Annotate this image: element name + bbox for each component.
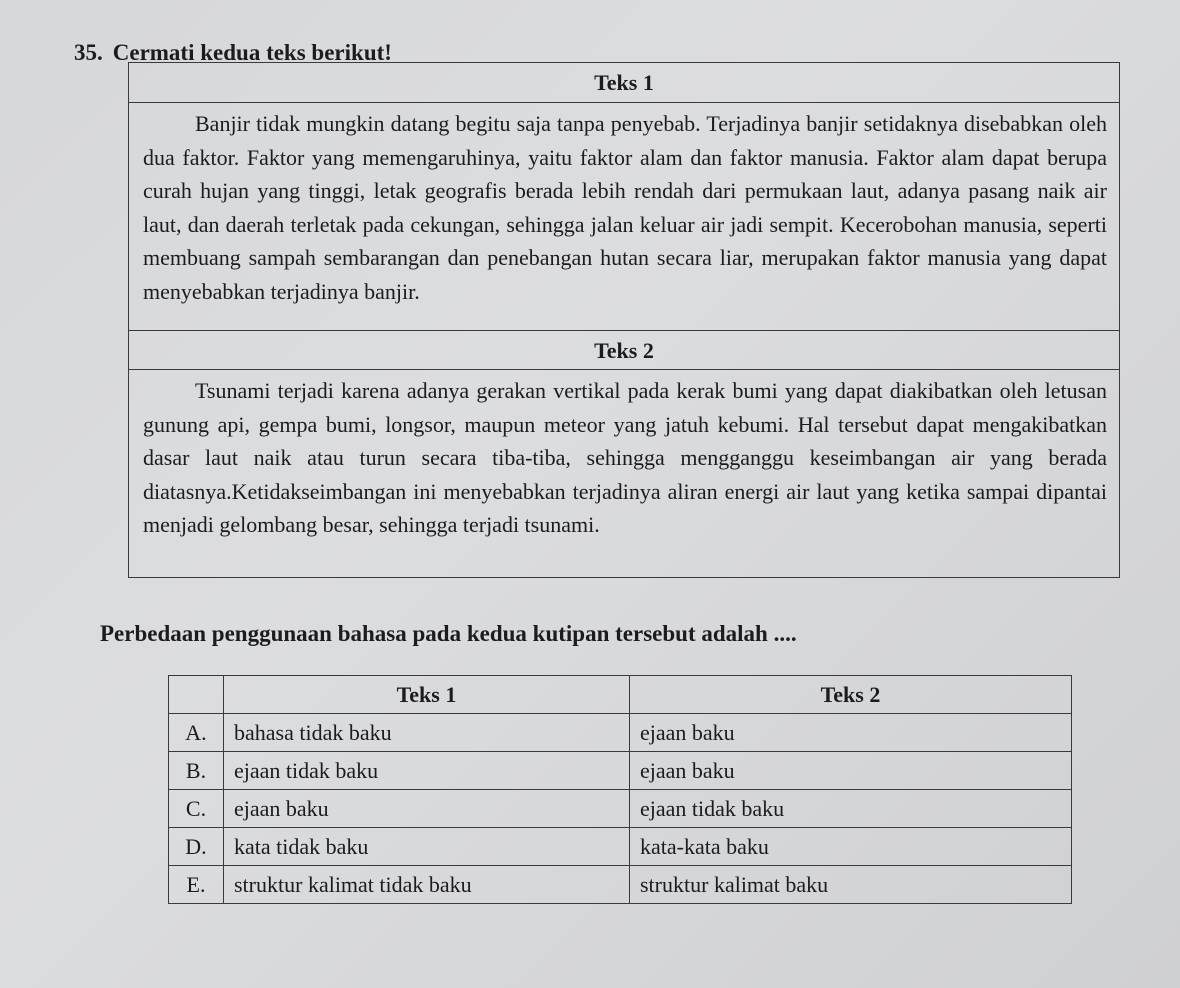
answer-option-d[interactable] — [169, 828, 1072, 866]
option-teks1: ejaan tidak baku — [224, 752, 630, 790]
text1-title: Teks 1 — [129, 63, 1119, 103]
answer-options-table — [168, 675, 1072, 904]
answer-table-corner — [169, 676, 224, 714]
option-teks2: ejaan baku — [630, 714, 1072, 752]
option-teks1: struktur kalimat tidak baku — [224, 866, 630, 904]
answer-option-b[interactable] — [169, 752, 1072, 790]
question-instruction: Cermati kedua teks berikut! — [112, 40, 392, 65]
option-teks2: kata-kata baku — [630, 828, 1072, 866]
option-letter: B. — [169, 752, 224, 790]
answer-table-header-teks2: Teks 2 — [630, 676, 1072, 714]
text2-title: Teks 2 — [129, 330, 1119, 370]
question-number: 35. — [74, 40, 103, 65]
reading-texts-box — [128, 62, 1120, 578]
question-prompt: Perbedaan penggunaan bahasa pada kedua kutipan tersebut adalah .... — [100, 621, 797, 646]
option-teks1: kata tidak baku — [224, 828, 630, 866]
text2-body: Tsunami terjadi karena adanya gerakan vertikal pada kerak bumi yang dapat diakibatkan oleh letusan gunung api, gempa bumi, longsor, maupun meteor yang jatuh kebumi. Hal tersebut dapat mengakibatkan dasar laut naik atau turun secara tiba-tiba, sehingga mengganggu keseimbangan air yang berada diatasnya.Ketidakseimbangan ini menyebabkan terjadinya aliran energi air laut yang ketika sampai dipantai menjadi gelombang besar, sehingga terjadi tsunami. — [143, 378, 1107, 537]
option-teks2: ejaan baku — [630, 752, 1072, 790]
answer-table-header-teks1: Teks 1 — [224, 676, 630, 714]
text1-body: Banjir tidak mungkin datang begitu saja tanpa penyebab. Terjadinya banjir setidaknya disebabkan oleh dua faktor. Faktor yang memengaruhinya, yaitu faktor alam dan faktor manusia. Faktor alam dapat berupa curah hujan yang tinggi, letak geografis berada lebih rendah dari permukaan laut, adanya pasang naik air laut, dan daerah terletak pada cekungan, sehingga jalan keluar air jadi sempit. Kecerobohan manusia, seperti membuang sampah sembarangan dan penebangan hutan secara liar, merupakan faktor manusia yang dapat menyebabkan terjadinya banjir. — [143, 111, 1107, 304]
option-letter: D. — [169, 828, 224, 866]
option-teks2: struktur kalimat baku — [630, 866, 1072, 904]
option-letter: E. — [169, 866, 224, 904]
option-teks1: bahasa tidak baku — [224, 714, 630, 752]
answer-table-header-row — [169, 676, 1072, 714]
option-teks1: ejaan baku — [224, 790, 630, 828]
option-teks2: ejaan tidak baku — [630, 790, 1072, 828]
option-letter: A. — [169, 714, 224, 752]
answer-option-c[interactable] — [169, 790, 1072, 828]
answer-option-e[interactable] — [169, 866, 1072, 904]
option-letter: C. — [169, 790, 224, 828]
answer-option-a[interactable] — [169, 714, 1072, 752]
